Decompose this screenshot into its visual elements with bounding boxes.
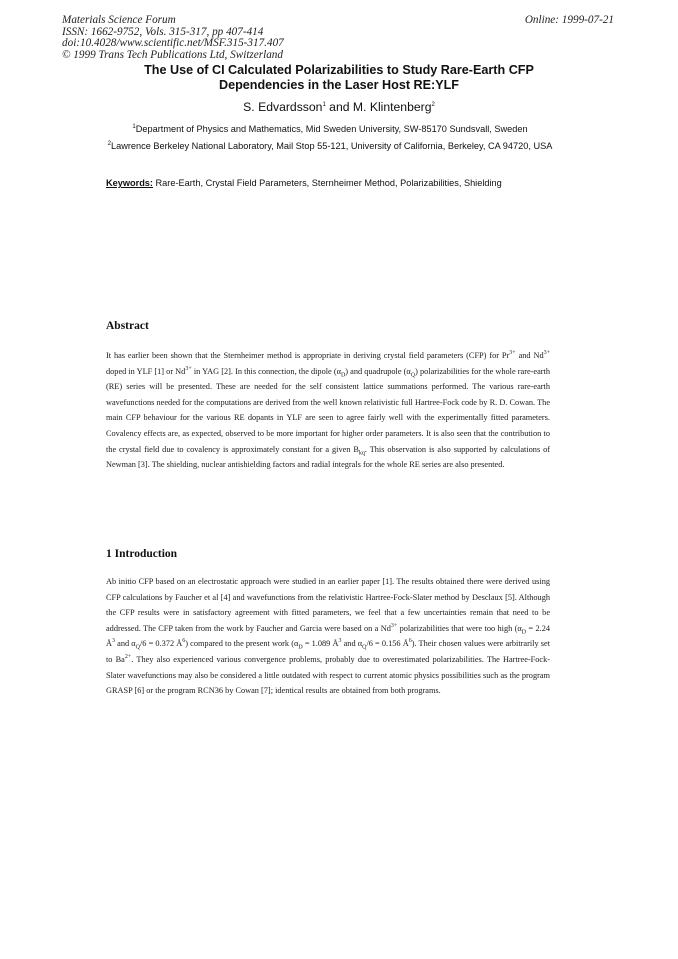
copyright-line: © 1999 Trans Tech Publications Ltd, Switzerland: [62, 48, 283, 61]
introduction-text: [106, 574, 550, 699]
abstract-text-run: doped in YLF [1] or Nd: [106, 366, 186, 376]
affiliation-2-text: Lawrence Berkeley National Laboratory, Mail Stop 55-121, University of California, Berkeley, CA 94720, USA: [110, 141, 553, 151]
keywords-label: Keywords:: [106, 178, 153, 188]
author-1: S. Edvardsson: [243, 100, 323, 114]
journal-header: [62, 15, 362, 61]
title-line-1: The Use of CI Calculated Polarizabilities to Study Rare-Earth CFP: [144, 63, 534, 77]
affiliation-1-text: Department of Physics and Mathematics, Mid Sweden University, SW-85170 Sundsvall, Sweden: [135, 124, 528, 134]
superscript: 3+: [390, 623, 398, 630]
superscript: 2+: [124, 654, 132, 661]
abstract-text-run: ) polarizabilities for the whole rare-earth (RE) series will be presented. These are needed for the self consistent lattice summations performed. The various rare-earth wavefunctions needed for the computations are derived from the well known relativistic full Hartree-Fock code by R. D. Cowan. The main CFP behaviour for the various RE dopants in YLF are seen to agree fairly well with the experimentally fitted parameters. Covalency effects are, as expected, observed to be more important for higher order parameters. It is also seen that the contribution to the crystal field due to covalency is approximately constant for a given B: [106, 366, 550, 454]
abstract-text-run: and Nd: [515, 351, 544, 360]
subscript: D: [340, 372, 346, 379]
paper-title: [62, 63, 616, 92]
affiliation-2: [100, 140, 560, 152]
abstract-text-run: . This observation is also supported by calculations of Newman [3]. The shielding, nuclear antishielding factors and radial integrals for the whole RE series are also presented.: [106, 444, 550, 470]
abstract-heading: Abstract: [106, 320, 149, 332]
doi-line[interactable]: doi:10.4028/www.scientific.net/MSF.315-317.407: [62, 37, 284, 49]
subscript: kq: [358, 450, 365, 457]
intro-text-run: polarizabilities that were too high (α: [397, 623, 522, 633]
subscript: Q: [410, 372, 416, 379]
intro-text-run: ) compared to the present work (α: [185, 639, 299, 649]
introduction-heading: 1 Introduction: [106, 548, 178, 560]
author-list: [62, 100, 616, 114]
intro-text-run: = 1.089 Å: [302, 639, 339, 649]
superscript: 3+: [543, 350, 550, 357]
superscript: 3+: [509, 350, 516, 357]
affiliation-2-mark: 2: [107, 140, 111, 147]
issn-line: ISSN: 1662-9752, Vols. 315-317, pp 407-414: [62, 25, 264, 38]
keywords: [106, 178, 576, 188]
online-date: Online: 1999-07-21: [524, 14, 614, 26]
intro-text-run: and α: [115, 639, 136, 649]
abstract-text-run: It has earlier been shown that the Sternheimer method is appropriate in deriving crystal field parameters (CFP) for Pr: [106, 351, 510, 360]
intro-text-run: and α: [341, 639, 363, 649]
keywords-text: Rare-Earth, Crystal Field Parameters, Sternheimer Method, Polarizabilities, Shielding: [152, 178, 502, 188]
superscript: 6: [182, 638, 186, 645]
author-2: M. Klintenberg: [352, 100, 432, 114]
superscript: 3: [338, 638, 342, 645]
intro-text-run: . They also experienced various convergence problems, probably due to overestimated polarizabilities. The Hartree-Fock-Slater wavefunctions may also be considered a little outdated with respect to current atomic physics possibilities such as the program GRASP [6] or the program RCN36 by Cowan [7]; identical results are obtained from both programs.: [106, 654, 550, 696]
author-2-affil-mark: 2: [431, 101, 435, 108]
abstract-text: [106, 348, 550, 473]
superscript: 3+: [185, 365, 192, 372]
subscript: Q: [135, 645, 140, 652]
superscript: 3: [112, 638, 115, 645]
author-conjunction: and: [325, 100, 353, 114]
intro-text-run: = 2.24 Å: [106, 623, 550, 649]
affiliation-1-mark: 1: [132, 123, 136, 130]
abstract-text-run: ) and quadrupole (α: [345, 366, 411, 376]
affiliation-1: [100, 123, 560, 135]
subscript: D: [521, 629, 527, 636]
journal-name: Materials Science Forum: [62, 14, 176, 26]
abstract-text-run: in YAG [2]. In this connection, the dipole (α: [191, 366, 341, 376]
author-1-affil-mark: 1: [322, 101, 326, 108]
intro-text-run: /6 = 0.156 Å: [366, 639, 409, 649]
intro-text-run: /6 = 0.372 Å: [139, 639, 183, 649]
subscript: Q: [362, 645, 367, 652]
title-line-2: Dependencies in the Laser Host RE:YLF: [218, 77, 460, 92]
intro-text-run: ). Their chosen values were arbitrarily set to Ba: [106, 639, 551, 664]
superscript: 6: [408, 638, 412, 645]
subscript: D: [298, 645, 303, 652]
intro-text-run: Ab initio CFP based on an electrostatic approach were studied in an earlier paper [1]. The results obtained there were derived using CFP calculations by Faucher et al [4] and wavefunctions from the relativistic Hartree-Fock-Slater method by Desclaux [5]. Although the CFP results were in satisfactory agreement with fitted parameters, we feel that a few uncertainties remain that need to be addressed. The CFP taken from the work by Faucher and Garcia were based on a Nd: [106, 577, 550, 633]
